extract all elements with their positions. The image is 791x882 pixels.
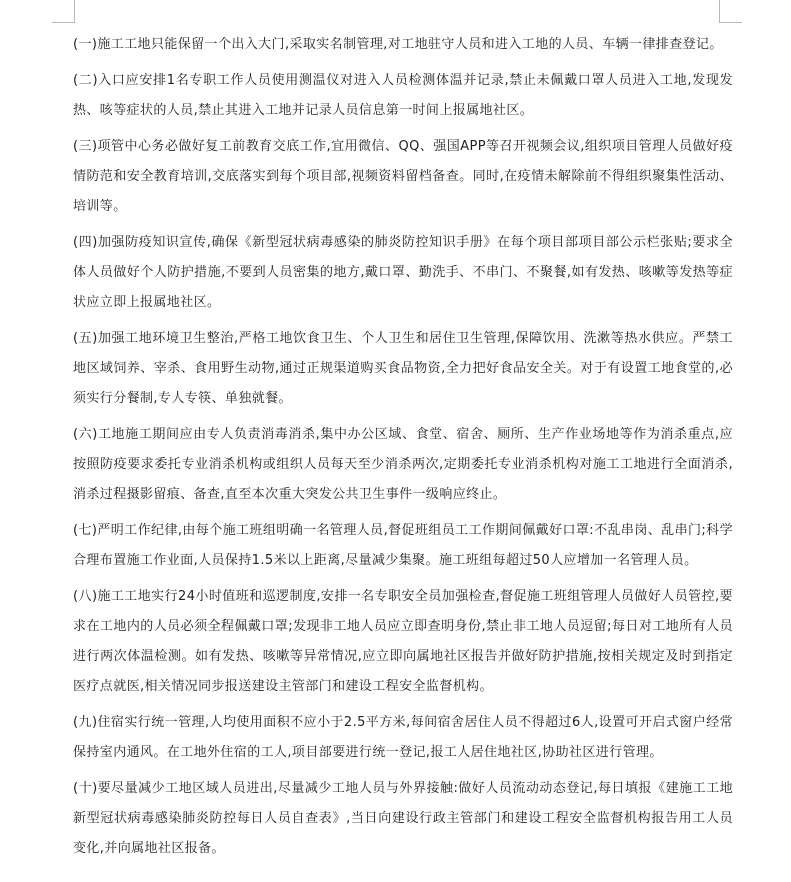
- document-body: [73, 30, 733, 870]
- paragraph-5: (五)加强工地环境卫生整治,严格工地饮食卫生、个人卫生和居住卫生管理,保障饮用、洗漱等热水供应。严禁工地区域饲养、宰杀、食用野生动物,通过正规渠道购买食品物资,全力把好食品安全关。对于有设置工地食堂的,必须实行分餐制,专人专筷、单独就餐。: [73, 331, 733, 406]
- paragraph-10: (十)要尽量减少工地区域人员进出,尽量减少工地人员与外界接触:做好人员流动动态登记,每日填报《建施工工地新型冠状病毒感染肺炎防控每日人员自查表》,当日向建设行政主管部门和建设工程安全监督机构报告用工人员变化,并向属地社区报备。: [73, 781, 733, 856]
- paragraph-6: (六)工地施工期间应由专人负责消毒消杀,集中办公区域、食堂、宿舍、厕所、生产作业场地等作为消杀重点,应按照防疫要求委托专业消杀机构或组织人员每天至少消杀两次,定期委托专业消杀机构对施工工地进行全面消杀,消杀过程摄影留痕、备查,直至本次重大突发公共卫生事件一级响应终止。: [73, 427, 733, 502]
- paragraph-2: (二)入口应安排1名专职工作人员使用测温仪对进入人员检测体温并记录,禁止未佩戴口罩人员进入工地,发现发热、咳等症状的人员,禁止其进入工地并记录人员信息第一时间上报属地社区。: [73, 73, 733, 118]
- paragraph-4: (四)加强防疫知识宣传,确保《新型冠状病毒感染的肺炎防控知识手册》在每个项目部项目部公示栏张贴;要求全体人员做好个人防护措施,不要到人员密集的地方,戴口罩、勤洗手、不串门、不聚餐,如有发热、咳嗽等发热等症状应立即上报属地社区。: [73, 235, 733, 310]
- paragraph-9: (九)住宿实行统一管理,人均使用面积不应小于2.5平方米,每间宿舍居住人员不得超过6人,设置可开启式窗户经常保持室内通风。在工地外住宿的工人,项目部要进行统一登记,报工人居住地社区,协助社区进行管理。: [73, 715, 733, 760]
- paragraph-7: (七)严明工作纪律,由每个施工班组明确一名管理人员,督促班组员工工作期间佩戴好口罩:不乱串岗、乱串门;科学合理布置施工作业面,人员保持1.5米以上距离,尽量减少集聚。施工班组每超过50人应增加一名管理人员。: [73, 523, 733, 568]
- paragraph-1: (一)施工工地只能保留一个出入大门,采取实名制管理,对工地驻守人员和进入工地的人员、车辆一律排查登记。: [73, 37, 723, 52]
- page-margin-corner-top-left: [52, 0, 75, 23]
- paragraph-8: (八)施工工地实行24小时值班和巡逻制度,安排一名专职安全员加强检查,督促施工班组管理人员做好人员管控,要求在工地内的人员必须全程佩戴口罩;发现非工地人员应立即查明身份,禁止非工地人员逗留;每日对工地所有人员进行两次体温检测。如有发热、咳嗽等异常情况,应立即向属地社区报告并做好防护措施,按相关规定及时到指定医疗点就医,相关情况同步报送建设主管部门和建设工程安全监督机构。: [73, 589, 733, 694]
- page-margin-corner-top-right: [719, 0, 742, 23]
- paragraph-3: (三)项管中心务必做好复工前教育交底工作,宜用微信、QQ、强国APP等召开视频会议,组织项目管理人员做好疫情防范和安全教育培训,交底落实到每个项目部,视频资料留档备查。同时,在疫情未解除前不得组织聚集性活动、培训等。: [73, 139, 733, 214]
